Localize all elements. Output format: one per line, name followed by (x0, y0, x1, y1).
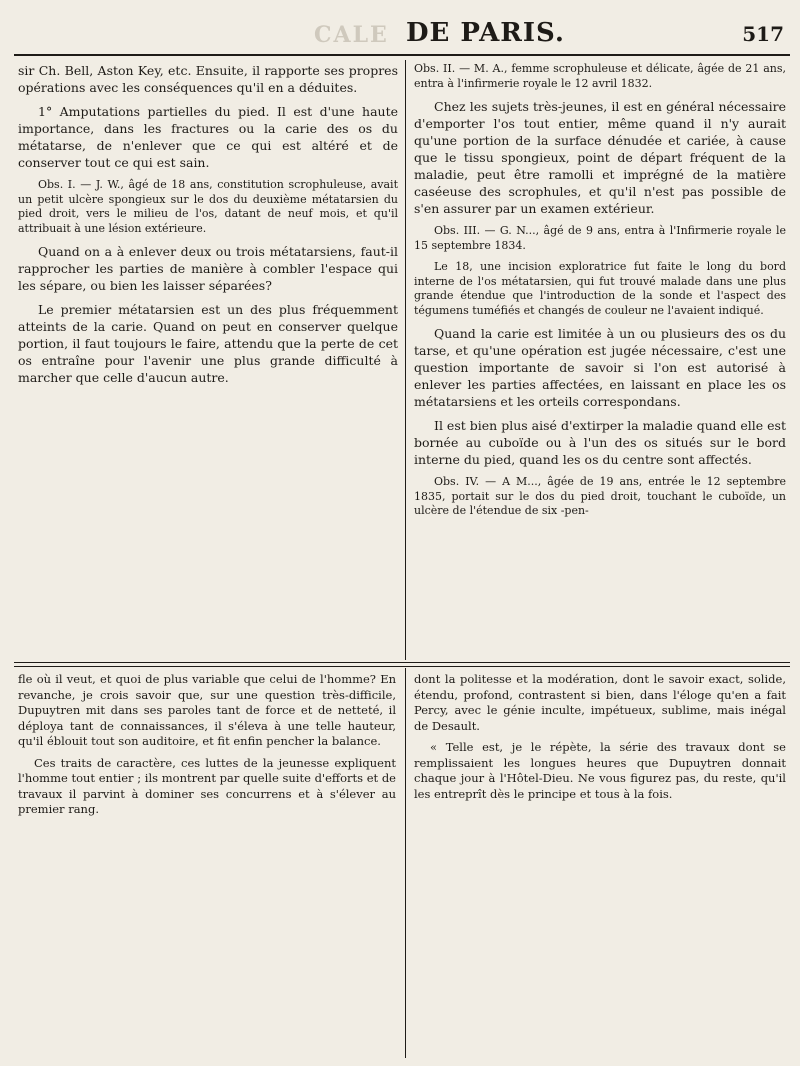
running-title: DE PARIS. (406, 18, 565, 48)
feuilleton-divider-inner (14, 666, 790, 667)
newspaper-page (14, 0, 790, 1066)
feuilleton-right-column (414, 672, 786, 808)
observation-paragraph: Obs. III. — G. N..., âgé de 9 ans, entra à l'Infirmerie royale le 15 septembre 1834. (414, 224, 786, 252)
page-number: 517 (742, 22, 784, 46)
observation-paragraph: Obs. II. — M. A., femme scrophuleuse et délicate, âgée de 21 ans, entra à l'infirmerie royale le 12 avril 1832. (414, 62, 786, 90)
feuilleton-paragraph: dont la politesse et la modération, dont le savoir exact, solide, étendu, profond, contrastent si bien, dans l'éloge qu'en a fait Percy, avec le génie inculte, impétueux, sublime, mais inégal de Desault. (414, 672, 786, 733)
feuilleton-left-column (18, 672, 396, 824)
bleed-through-title: CALE (314, 22, 389, 48)
feuilleton-column-divider (405, 668, 406, 1058)
paragraph: 1° Amputations partielles du pied. Il est d'une haute importance, dans les fractures ou la carie des os du métatarse, de n'enlever que ce qui est altéré et de conserver tout ce qui est sain. (18, 104, 398, 170)
paragraph: Chez les sujets très-jeunes, il est en général nécessaire d'emporter l'os tout entier, même quand il n'y aurait qu'une portion de la surface dénudée et cariée, à cause que le tissu spongieux, point de départ fréquent de la maladie, peut être ramolli et imprégné de la matière caséeuse des scrophules, et qu'il n'est pas possible de s'en assurer par un examen extérieur. (414, 99, 786, 216)
feuilleton-divider (14, 662, 790, 663)
paragraph: sir Ch. Bell, Aston Key, etc. Ensuite, il rapporte ses propres opérations avec les conséquences qu'il en a déduites. (18, 63, 398, 95)
feuilleton-paragraph: fle où il veut, et quoi de plus variable que celui de l'homme? En revanche, je crois savoir que, sur une question très-difficile, Dupuytren mit dans ses paroles tant de force et de netteté, il déploya tant de connaissances, il s'éleva à une telle hauteur, qu'il éblouit tout son auditoire, et fit enfin pencher la balance. (18, 672, 396, 748)
observation-paragraph: Le 18, une incision exploratrice fut faite le long du bord interne de l'os métatarsien, qui fut trouvé malade dans une plus grande étendue que l'introduction de la sonde et l'aspect des tégumens tuméfiés et changés de couleur ne l'avaient indiqué. (414, 260, 786, 317)
left-column (18, 62, 398, 393)
feuilleton-paragraph: « Telle est, je le répète, la série des travaux dont se remplissaient les longues heures que Dupuytren donnait chaque jour à l'Hôtel-Dieu. Ne vous figurez pas, du reste, qu'il les entreprît dès le principe et tous à la fois. (414, 740, 786, 801)
paragraph: Le premier métatarsien est un des plus fréquemment atteints de la carie. Quand on peut en conserver quelque portion, il faut toujours le faire, attendu que la perte de cet os entraîne pour l'avenir une plus grande difficulté à marcher que celle d'aucun autre. (18, 302, 398, 385)
feuilleton-paragraph: Ces traits de caractère, ces luttes de la jeunesse expliquent l'homme tout entier ; ils montrent par quelle suite d'efforts et de travaux il parvint à dominer ses concurrens et à s'élever au premier rang. (18, 755, 396, 816)
paragraph: Quand on a à enlever deux ou trois métatarsiens, faut-il rapprocher les parties de manière à combler l'espace qui les sépare, ou bien les laisser séparées? (18, 244, 398, 293)
page-header (14, 10, 790, 56)
right-column (414, 62, 786, 526)
paragraph: Il est bien plus aisé d'extirper la maladie quand elle est bornée au cuboïde ou à l'un des os situés sur le bord interne du pied, quand les os du centre sont affectés. (414, 418, 786, 467)
column-divider (405, 60, 406, 660)
observation-paragraph: Obs. IV. — A M..., âgée de 19 ans, entrée le 12 septembre 1835, portait sur le dos du pied droit, touchant le cuboïde, un ulcère de l'étendue de six -pen- (414, 475, 786, 517)
observation-paragraph: Obs. I. — J. W., âgé de 18 ans, constitution scrophuleuse, avait un petit ulcère spongieux sur le dos du deuxième métatarsien du pied droit, vers le milieu de l'os, datant de neuf mois, et qu'il attribuait à une lésion extérieure. (18, 178, 398, 235)
paragraph: Quand la carie est limitée à un ou plusieurs des os du tarse, et qu'une opération est jugée nécessaire, c'est une question importante de savoir si l'on est autorisé à enlever les parties affectées, en laissant en place les os métatarsiens et les orteils correspondans. (414, 326, 786, 409)
